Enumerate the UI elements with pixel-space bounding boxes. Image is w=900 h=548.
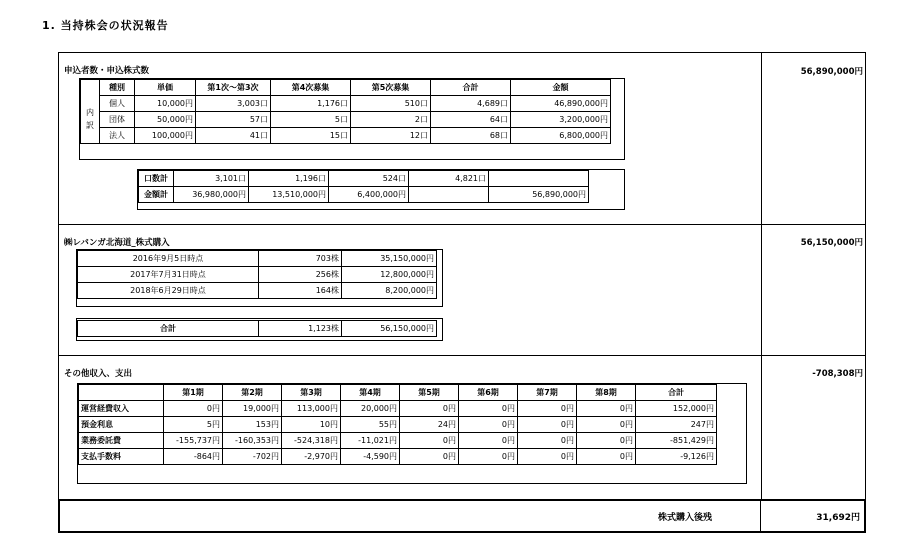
totals-table bbox=[138, 170, 589, 203]
table-row bbox=[79, 401, 717, 417]
table-cell: 10円 bbox=[282, 417, 341, 433]
section-divider bbox=[59, 224, 865, 225]
table-cell: 247円 bbox=[636, 417, 717, 433]
breakdown-label bbox=[81, 96, 100, 144]
table-cell: 36,980,000円 bbox=[174, 187, 249, 203]
table-cell: 6,800,000円 bbox=[511, 128, 611, 144]
table-cell: 24円 bbox=[400, 417, 459, 433]
applications-table bbox=[80, 79, 611, 144]
table-cell: -2,970円 bbox=[282, 449, 341, 465]
table-cell: 2016年9月5日時点 bbox=[78, 251, 259, 267]
table-cell: 56,890,000円 bbox=[489, 187, 589, 203]
table-cell: 113,000円 bbox=[282, 401, 341, 417]
table-row bbox=[78, 283, 437, 299]
side-label-cell bbox=[81, 80, 100, 96]
header-cell: 第4次募集 bbox=[271, 80, 351, 96]
table-header-row bbox=[79, 385, 717, 401]
table-cell: 団体 bbox=[100, 112, 135, 128]
report-heading: 1. 当持株会の状況報告 bbox=[42, 19, 169, 32]
header-cell: 合計 bbox=[431, 80, 511, 96]
table-cell: 0円 bbox=[577, 417, 636, 433]
table-cell: 3,200,000円 bbox=[511, 112, 611, 128]
table-cell: 合計 bbox=[78, 321, 259, 337]
table-cell: -9,126円 bbox=[636, 449, 717, 465]
table-cell: -155,737円 bbox=[164, 433, 223, 449]
table-cell: 41口 bbox=[196, 128, 271, 144]
header-cell: 第8期 bbox=[577, 385, 636, 401]
table-row bbox=[78, 267, 437, 283]
table-row bbox=[81, 96, 611, 112]
table-cell: 口数計 bbox=[139, 171, 174, 187]
header-cell: 第2期 bbox=[223, 385, 282, 401]
table-cell: 0円 bbox=[400, 449, 459, 465]
breakdown-char: 内 bbox=[86, 108, 94, 118]
table-row bbox=[139, 187, 589, 203]
table-cell: 57口 bbox=[196, 112, 271, 128]
table-cell: 4,689口 bbox=[431, 96, 511, 112]
table-cell: 0円 bbox=[459, 433, 518, 449]
table-cell: 256株 bbox=[259, 267, 342, 283]
table-cell: 預金利息 bbox=[79, 417, 164, 433]
table-cell bbox=[409, 187, 489, 203]
table-cell: -524,318円 bbox=[282, 433, 341, 449]
table-row bbox=[139, 171, 589, 187]
table-cell: 64口 bbox=[431, 112, 511, 128]
table-cell: 12,800,000円 bbox=[342, 267, 437, 283]
table-cell: 46,890,000円 bbox=[511, 96, 611, 112]
table-row bbox=[81, 112, 611, 128]
table-cell: 20,000円 bbox=[341, 401, 400, 417]
table-cell: 法人 bbox=[100, 128, 135, 144]
final-balance-row bbox=[58, 499, 866, 533]
header-cell: 第1期 bbox=[164, 385, 223, 401]
header-cell: 金額 bbox=[511, 80, 611, 96]
header-cell: 第4期 bbox=[341, 385, 400, 401]
table-cell: 3,003口 bbox=[196, 96, 271, 112]
table-cell: 50,000円 bbox=[135, 112, 196, 128]
table-row bbox=[78, 251, 437, 267]
amount-column-divider bbox=[761, 53, 762, 500]
table-cell: 2018年6月29日時点 bbox=[78, 283, 259, 299]
table-cell: 15口 bbox=[271, 128, 351, 144]
table-cell: 0円 bbox=[459, 417, 518, 433]
table-cell: -4,590円 bbox=[341, 449, 400, 465]
table-cell: 0円 bbox=[400, 401, 459, 417]
header-cell: 単価 bbox=[135, 80, 196, 96]
table-cell: 1,123株 bbox=[259, 321, 342, 337]
income-table bbox=[78, 384, 717, 465]
table-cell: -160,353円 bbox=[223, 433, 282, 449]
final-balance-value: 31,692円 bbox=[816, 513, 860, 523]
header-cell: 第3期 bbox=[282, 385, 341, 401]
table-cell: 10,000円 bbox=[135, 96, 196, 112]
table-cell: 0円 bbox=[459, 401, 518, 417]
table-cell: 524口 bbox=[329, 171, 409, 187]
table-cell: 0円 bbox=[577, 401, 636, 417]
table-row bbox=[79, 433, 717, 449]
table-cell: 0円 bbox=[577, 433, 636, 449]
table-cell: -11,021円 bbox=[341, 433, 400, 449]
header-cell bbox=[79, 385, 164, 401]
table-header-row bbox=[81, 80, 611, 96]
table-cell: 金額計 bbox=[139, 187, 174, 203]
table-cell: -702円 bbox=[223, 449, 282, 465]
table-cell: 0円 bbox=[518, 401, 577, 417]
table-cell: 703株 bbox=[259, 251, 342, 267]
purchase-total-table bbox=[77, 320, 437, 337]
table-cell: 164株 bbox=[259, 283, 342, 299]
table-cell: 4,821口 bbox=[409, 171, 489, 187]
table-cell: 2017年7月31日時点 bbox=[78, 267, 259, 283]
table-cell: 0円 bbox=[577, 449, 636, 465]
table-cell: 3,101口 bbox=[174, 171, 249, 187]
table-cell: 12口 bbox=[351, 128, 431, 144]
table-cell: 6,400,000円 bbox=[329, 187, 409, 203]
table-cell: 個人 bbox=[100, 96, 135, 112]
table-cell: 支払手数料 bbox=[79, 449, 164, 465]
other-income-amount: -708,308円 bbox=[812, 369, 863, 379]
table-cell: 0円 bbox=[164, 401, 223, 417]
table-cell: 1,196口 bbox=[249, 171, 329, 187]
table-cell: 運営経費収入 bbox=[79, 401, 164, 417]
header-cell: 種別 bbox=[100, 80, 135, 96]
table-row bbox=[81, 128, 611, 144]
other-income-section-title: その他収入、支出 bbox=[64, 369, 133, 379]
table-cell: 5円 bbox=[164, 417, 223, 433]
table-cell: 2口 bbox=[351, 112, 431, 128]
table-cell: 152,000円 bbox=[636, 401, 717, 417]
table-row bbox=[79, 449, 717, 465]
table-cell: 100,000円 bbox=[135, 128, 196, 144]
table-cell: 業務委託費 bbox=[79, 433, 164, 449]
applications-section-title: 申込者数・申込株式数 bbox=[64, 66, 150, 76]
share-purchase-amount: 56,150,000円 bbox=[800, 238, 863, 248]
section-divider bbox=[59, 355, 865, 356]
table-cell: 1,176口 bbox=[271, 96, 351, 112]
table-cell: 0円 bbox=[518, 417, 577, 433]
purchase-table bbox=[77, 250, 437, 299]
table-row bbox=[78, 321, 437, 337]
table-cell: 0円 bbox=[518, 449, 577, 465]
table-cell: 0円 bbox=[400, 433, 459, 449]
breakdown-char: 訳 bbox=[86, 121, 94, 131]
final-balance-label: 株式購入後残 bbox=[658, 513, 713, 523]
table-cell: 153円 bbox=[223, 417, 282, 433]
header-cell: 第5期 bbox=[400, 385, 459, 401]
table-cell: -851,429円 bbox=[636, 433, 717, 449]
header-cell: 第1次〜第3次 bbox=[196, 80, 271, 96]
table-cell: 35,150,000円 bbox=[342, 251, 437, 267]
table-cell: 0円 bbox=[518, 433, 577, 449]
table-row bbox=[79, 417, 717, 433]
header-cell: 合計 bbox=[636, 385, 717, 401]
table-cell: 8,200,000円 bbox=[342, 283, 437, 299]
header-cell: 第6期 bbox=[459, 385, 518, 401]
final-divider bbox=[760, 499, 761, 533]
table-cell: 19,000円 bbox=[223, 401, 282, 417]
table-cell: -864円 bbox=[164, 449, 223, 465]
applications-amount: 56,890,000円 bbox=[800, 67, 863, 77]
table-cell: 13,510,000円 bbox=[249, 187, 329, 203]
table-cell: 0円 bbox=[459, 449, 518, 465]
table-cell: 510口 bbox=[351, 96, 431, 112]
table-cell: 5口 bbox=[271, 112, 351, 128]
table-cell: 68口 bbox=[431, 128, 511, 144]
header-cell: 第5次募集 bbox=[351, 80, 431, 96]
header-cell: 第7期 bbox=[518, 385, 577, 401]
share-purchase-section-title: ㈱レバンガ北海道_株式購入 bbox=[64, 238, 170, 248]
table-cell: 56,150,000円 bbox=[342, 321, 437, 337]
table-cell bbox=[489, 171, 589, 187]
table-cell: 55円 bbox=[341, 417, 400, 433]
